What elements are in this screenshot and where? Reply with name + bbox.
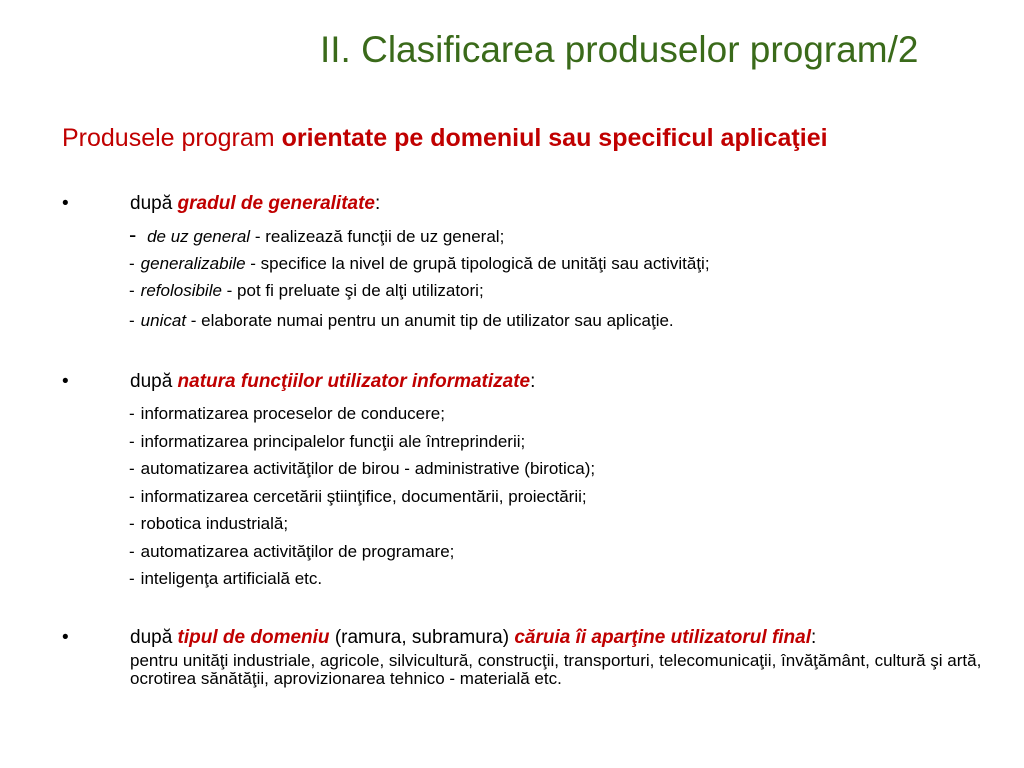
bullet-text: după gradul de generalitate: [130,193,381,214]
list-item: - automatizarea activităţilor de birou - administrative (birotica); [129,459,596,478]
list-item: - automatizarea activităţilor de programare; [129,542,455,561]
list-item: - generalizabile - specifice la nivel de grupă tipologică de unităţi sau activităţi; [129,254,710,273]
bullet-dot: • [62,627,69,648]
domain-description: pentru unităţi industriale, agricole, silvicultură, construcţii, transporturi, telecomunicaţii, învăţământ, cultură şi artă, ocrotirea sănătăţii, aprovizionarea tehnico - materială etc. [130,651,982,688]
bullet-dot: • [62,371,69,392]
emphasis: căruia îi aparţine utilizatorul final [514,627,811,648]
list-item: - informatizarea proceselor de conducere; [129,404,445,423]
subtitle-prefix: Produsele program [62,124,282,152]
list-item: - informatizarea principalelor funcţii ale întreprinderii; [129,432,526,451]
list-item: - refolosibile - pot fi preluate şi de alţi utilizatori; [129,281,484,300]
bullet-dot: • [62,193,69,214]
list-item: - unicat - elaborate numai pentru un anumit tip de utilizator sau aplicaţie. [129,311,674,330]
emphasis: gradul de generalitate [177,193,375,214]
slide-subtitle [62,122,1012,154]
emphasis: natura funcţiilor utilizator informatizate [177,371,531,392]
list-item: - inteligenţa artificială etc. [129,569,323,588]
list-item: - robotica industrială; [129,514,289,533]
bullet-text: după tipul de domeniu (ramura, subramura) căruia îi aparţine utilizatorul final: [130,627,817,648]
list-item: - de uz general - realizează funcţii de uz general; [129,222,505,247]
list-item: - informatizarea cercetării ştiinţifice, documentării, proiectării; [129,487,587,506]
subtitle-bold: orientate pe domeniul sau specificul aplicaţiei [281,124,828,152]
bullet-text: după natura funcţiilor utilizator informatizate: [130,371,536,392]
emphasis: tipul de domeniu [177,627,330,648]
slide-title: II. Clasificarea produselor program/2 [320,29,919,70]
